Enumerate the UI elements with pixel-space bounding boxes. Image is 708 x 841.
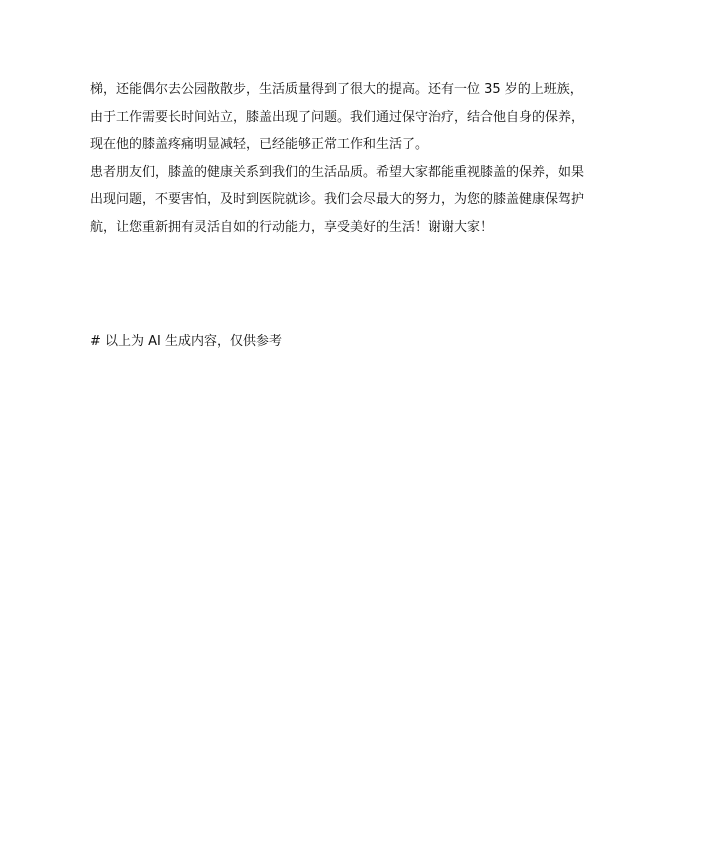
paragraph-1-line-3: 现在他的膝盖疼痛明显减轻，已经能够正常工作和生活了。: [90, 137, 429, 152]
document-body: [90, 76, 626, 241]
paragraph-2-line-2: 出现问题，不要害怕，及时到医院就诊。我们会尽最大的努力，为您的膝盖健康保驾护: [90, 192, 585, 207]
paragraph-1-line-2: 由于工作需要长时间站立，膝盖出现了问题。我们通过保守治疗，结合他自身的保养，: [90, 109, 585, 125]
paragraph-2-line-3: 航，让您重新拥有灵活自如的行动能力，享受美好的生活！谢谢大家！: [90, 219, 494, 235]
ai-generated-note: # 以上为 AI 生成内容，仅供参考: [90, 334, 283, 349]
paragraph-1-line-1: 梯，还能偶尔去公园散散步，生活质量得到了很大的提高。还有一位 35 岁的上班族，: [90, 82, 583, 97]
paragraph-2-line-1: 患者朋友们，膝盖的健康关系到我们的生活品质。希望大家都能重视膝盖的保养，如果: [90, 164, 585, 180]
